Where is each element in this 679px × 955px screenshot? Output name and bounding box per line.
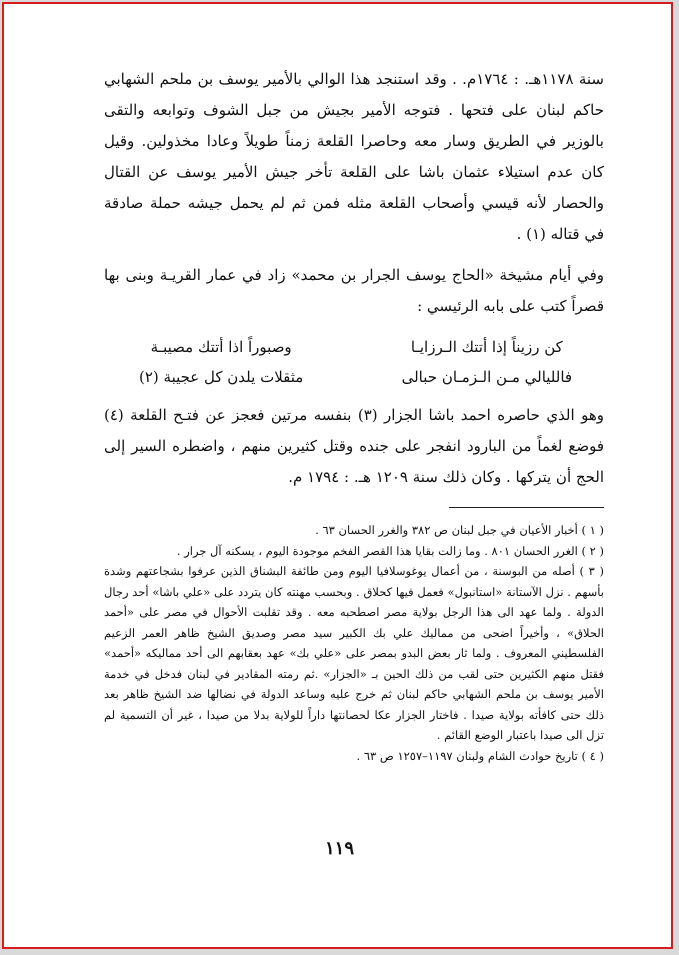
paragraph-1: سنة ١١٧٨هـ. : ١٧٦٤م. . وقد استنجد هذا الوالي بالأمير يوسف بن ملحم الشهابي حاكم لبنان على فتحها . فتوجه الأمير بجيش من جبل الشوف وتوابعه والتقى بالوزير في الطريق وسار معه وحاصرا القلعة زمناً طويلاً وعادا مخذولين. وقيل كان عدم استيلاء عثمان باشا على القلعة تأخر جيش الأمير يوسف عن القتال والحصار لأنه قيسي وأصحاب القلعة مثله فمن ثم لم يحمل جيشه حملة صادقة في قتاله (١) . — [104, 70, 604, 243]
poem-hemistich-first: فالليالي مـن الـزمـان حبالى — [401, 368, 573, 386]
poem-line-1 — [104, 332, 604, 362]
footnote-1: ( ١ ) أخبار الأعيان في جبل لبنان ص ٣٨٢ والغرر الحسان ٦٣ . — [315, 523, 604, 537]
body-text — [104, 64, 604, 322]
poem-hemistich-second: وصبوراً اذا أتتك مصيبـة — [150, 338, 292, 356]
poem-hemistich-first: كن رزيناً إذا أتتك الـرزايـا — [410, 338, 563, 356]
page-frame — [2, 2, 673, 949]
body-text-closing — [104, 400, 604, 493]
page-number: ١١٩ — [324, 838, 354, 859]
footnote-divider — [449, 507, 604, 508]
poem-hemistich-second: مثقلات يلدن كل عجيبة (٢) — [138, 368, 304, 386]
document-page — [104, 64, 604, 766]
footnote-3: ( ٣ ) أصله من البوسنة ، من أعمال يوغوسلافيا اليوم ومن طائفة البشناق الذين عرفوا بشجاعتهم وشدة بأسهم . نزل الآستانة «استانبول» فعمل فيها كحلاق . وبحسب مهنته كان يتردد على «علي باشا» أحد رجال الدولة . ولما عهد الى هذا الرجل بولاية مصر اصطحبه معه . وقد تقلبت الأحوال في مصر على «أحمد الحلاق» ، وأخيراً اضحى من مماليك علي بك الكبير سيد مصر وصديق الشيخ ظاهر العمر الزعيم الفلسطيني المعروف . ولما ثار بعض البدو بمصر على «علي بك» عهد بعقابهم الى أحد مماليكه «أحمد» فقتل منهم الكثيرين حتى لقب من ذلك الحين بـ «الجزار» .ثم رمته المقادير في لبنان فدخل في خدمة الأمير يوسف بن ملحم الشهابي حاكم لبنان ثم خرج عليه وساعد الدولة في نضالها ضد الشيخ ظاهر بعد ذلك حتى كافأته بولاية صيدا . فاختار الجزار عكا لحصانتها داراً للولاية بدلا من صيدا ، غير أن التسمية لم تزل الى صيدا باعتبار الوضع القائم . — [104, 564, 604, 742]
paragraph-2: وفي أيام مشيخة «الحاج يوسف الجرار بن محمد» زاد في عمار القريـة وبنى بها قصراً كتب على بابه الرئيسي : — [104, 266, 604, 315]
footnote-4: ( ٤ ) تاريخ حوادث الشام ولبنان ١١٩٧–١٢٥٧ ص ٦٣ . — [356, 748, 604, 763]
footnote-2: ( ٢ ) الغرر الحسان ٨٠١ . وما زالت بقايا هذا القصر الفخم موجودة اليوم ، يسكنه آل جرار . — [176, 543, 604, 558]
paragraph-3: وهو الذي حاصره احمد باشا الجزار (٣) بنفسه مرتين فعجز عن فتـح القلعة (٤) فوضع لغماً من البارود انفجر على جنده وقتل كثيرين منهم ، واضطره السير إلى الحج أن يتركها . وكان ذلك سنة ١٢٠٩ هـ. : ١٧٩٤ م. — [104, 406, 604, 486]
footnotes — [104, 520, 604, 766]
poem-inscription — [104, 332, 604, 392]
poem-line-2 — [104, 362, 604, 392]
